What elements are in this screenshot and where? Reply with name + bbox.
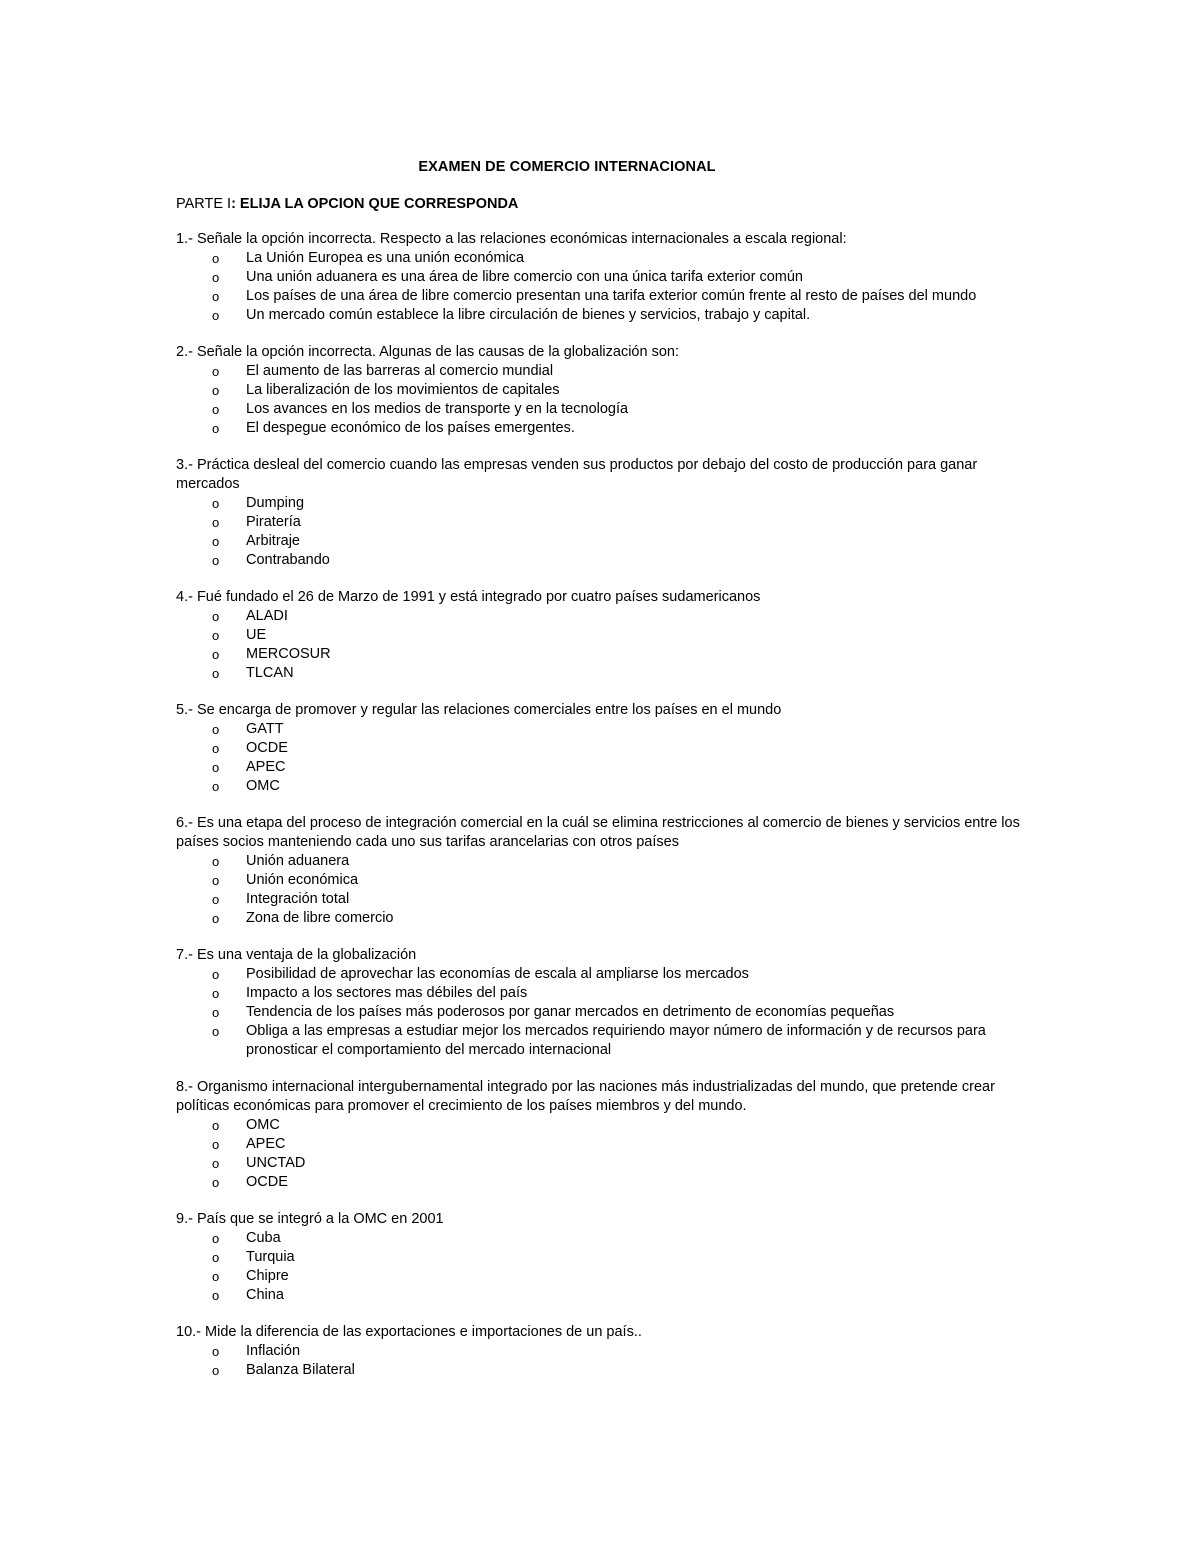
option-item xyxy=(176,249,1021,268)
option-item xyxy=(176,758,1021,777)
option-item xyxy=(176,400,1021,419)
option-text: TLCAN xyxy=(246,665,294,681)
option-text: APEC xyxy=(246,759,286,775)
option-text: MERCOSUR xyxy=(246,646,331,662)
option-text: ALADI xyxy=(246,608,288,624)
circle-bullet-icon: o xyxy=(212,722,220,737)
option-item xyxy=(176,1342,1021,1361)
option-item xyxy=(176,720,1021,739)
option-item xyxy=(176,852,1021,871)
option-text: Tendencia de los países más poderosos por ganar mercados en detrimento de economías pequeñas xyxy=(246,1004,895,1020)
circle-bullet-icon: o xyxy=(212,911,220,926)
option-text: Balanza Bilateral xyxy=(246,1362,355,1378)
circle-bullet-icon: o xyxy=(212,534,220,549)
option-item xyxy=(176,1173,1021,1192)
question-text: 2.- Señale la opción incorrecta. Algunas de las causas de la globalización son: xyxy=(176,344,679,360)
option-text: APEC xyxy=(246,1136,286,1152)
question-block xyxy=(176,1323,1036,1380)
option-item xyxy=(176,306,1021,325)
option-text: Posibilidad de aprovechar las economías de escala al ampliarse los mercados xyxy=(246,966,749,982)
option-item xyxy=(176,362,1021,381)
option-text: OMC xyxy=(246,1117,280,1133)
option-list xyxy=(176,362,1036,438)
option-list xyxy=(176,607,1036,683)
option-text: Impacto a los sectores mas débiles del país xyxy=(246,985,528,1001)
option-item xyxy=(176,739,1021,758)
circle-bullet-icon: o xyxy=(212,1156,220,1171)
circle-bullet-icon: o xyxy=(212,873,220,888)
circle-bullet-icon: o xyxy=(212,760,220,775)
option-text: Chipre xyxy=(246,1268,289,1284)
circle-bullet-icon: o xyxy=(212,553,220,568)
option-item xyxy=(176,1229,1021,1248)
part-prefix: PARTE I xyxy=(176,196,232,212)
option-item xyxy=(176,381,1021,400)
circle-bullet-icon: o xyxy=(212,308,220,323)
option-item xyxy=(176,1361,1021,1380)
question-block xyxy=(176,701,1036,796)
circle-bullet-icon: o xyxy=(212,289,220,304)
option-text: Cuba xyxy=(246,1230,281,1246)
circle-bullet-icon: o xyxy=(212,1269,220,1284)
option-list xyxy=(176,720,1036,796)
circle-bullet-icon: o xyxy=(212,402,220,417)
option-item xyxy=(176,1116,1021,1135)
circle-bullet-icon: o xyxy=(212,1024,220,1039)
option-text: El aumento de las barreras al comercio mundial xyxy=(246,363,554,379)
circle-bullet-icon: o xyxy=(212,270,220,285)
option-item xyxy=(176,909,1021,928)
option-text: Una unión aduanera es una área de libre comercio con una única tarifa exterior común xyxy=(246,269,803,285)
circle-bullet-icon: o xyxy=(212,496,220,511)
question-text: 4.- Fué fundado el 26 de Marzo de 1991 y está integrado por cuatro países sudamericanos xyxy=(176,589,761,605)
circle-bullet-icon: o xyxy=(212,1005,220,1020)
option-item xyxy=(176,551,1021,570)
option-text: Contrabando xyxy=(246,552,330,568)
option-text: China xyxy=(246,1287,284,1303)
option-item xyxy=(176,871,1021,890)
question-block xyxy=(176,343,1036,438)
circle-bullet-icon: o xyxy=(212,1344,220,1359)
part-heading xyxy=(176,195,518,214)
question-text: 6.- Es una etapa del proceso de integración comercial en la cuál se elimina restricciones al comercio de bienes y servicios entre los países socios manteniendo cada uno sus tarifas arancelarias con otros países xyxy=(176,815,1020,850)
question-block xyxy=(176,588,1036,683)
circle-bullet-icon: o xyxy=(212,1288,220,1303)
circle-bullet-icon: o xyxy=(212,1175,220,1190)
option-text: Zona de libre comercio xyxy=(246,910,394,926)
option-item xyxy=(176,532,1021,551)
circle-bullet-icon: o xyxy=(212,647,220,662)
circle-bullet-icon: o xyxy=(212,364,220,379)
question-text: 10.- Mide la diferencia de las exportaciones e importaciones de un país.. xyxy=(176,1324,642,1340)
option-text: OCDE xyxy=(246,740,288,756)
option-text: Los países de una área de libre comercio presentan una tarifa exterior común frente al resto de países del mundo xyxy=(246,288,977,304)
option-item xyxy=(176,664,1021,683)
question-block xyxy=(176,946,1036,1060)
option-text: GATT xyxy=(246,721,284,737)
option-text: Dumping xyxy=(246,495,305,511)
question-block xyxy=(176,1210,1036,1305)
question-text: 1.- Señale la opción incorrecta. Respecto a las relaciones económicas internacionales a escala regional: xyxy=(176,231,847,247)
question-block xyxy=(176,456,1036,570)
option-text: OMC xyxy=(246,778,280,794)
option-list xyxy=(176,852,1036,928)
option-text: OCDE xyxy=(246,1174,288,1190)
option-item xyxy=(176,1248,1021,1267)
option-text: Los avances en los medios de transporte y en la tecnología xyxy=(246,401,629,417)
option-list xyxy=(176,1342,1036,1380)
question-block xyxy=(176,230,1036,325)
part-label: : ELIJA LA OPCION QUE CORRESPONDA xyxy=(231,196,519,212)
circle-bullet-icon: o xyxy=(212,1137,220,1152)
option-item xyxy=(176,419,1021,438)
option-text: El despegue económico de los países emergentes. xyxy=(246,420,575,436)
question-list xyxy=(176,230,1036,1398)
question-text: 8.- Organismo internacional intergubernamental integrado por las naciones más industrializadas del mundo, que pretende crear políticas económicas para promover el crecimiento de los países miembros y del mundo. xyxy=(176,1079,995,1114)
option-item xyxy=(176,984,1021,1003)
option-item xyxy=(176,1267,1021,1286)
circle-bullet-icon: o xyxy=(212,892,220,907)
question-text: 9.- País que se integró a la OMC en 2001 xyxy=(176,1211,444,1227)
option-text: Arbitraje xyxy=(246,533,300,549)
circle-bullet-icon: o xyxy=(212,421,220,436)
option-text: Obliga a las empresas a estudiar mejor los mercados requiriendo mayor número de información y de recursos para pronosticar el comportamiento del mercado internacional xyxy=(246,1023,986,1058)
circle-bullet-icon: o xyxy=(212,251,220,266)
option-item xyxy=(176,494,1021,513)
question-text: 3.- Práctica desleal del comercio cuando las empresas venden sus productos por debajo del costo de producción para ganar mercados xyxy=(176,457,978,492)
option-list xyxy=(176,494,1036,570)
option-text: UNCTAD xyxy=(246,1155,306,1171)
option-text: Unión aduanera xyxy=(246,853,350,869)
option-text: Turquia xyxy=(246,1249,295,1265)
question-block xyxy=(176,1078,1036,1192)
circle-bullet-icon: o xyxy=(212,628,220,643)
option-text: Integración total xyxy=(246,891,350,907)
circle-bullet-icon: o xyxy=(212,515,220,530)
circle-bullet-icon: o xyxy=(212,779,220,794)
option-text: Un mercado común establece la libre circulación de bienes y servicios, trabajo y capital. xyxy=(246,307,811,323)
option-item xyxy=(176,645,1021,664)
option-item xyxy=(176,1154,1021,1173)
circle-bullet-icon: o xyxy=(212,1250,220,1265)
circle-bullet-icon: o xyxy=(212,609,220,624)
option-item xyxy=(176,777,1021,796)
question-text: 5.- Se encarga de promover y regular las relaciones comerciales entre los países en el mundo xyxy=(176,702,782,718)
option-list xyxy=(176,1229,1036,1305)
option-item xyxy=(176,1003,1021,1022)
option-item xyxy=(176,965,1021,984)
option-text: Piratería xyxy=(246,514,301,530)
option-item xyxy=(176,1286,1021,1305)
circle-bullet-icon: o xyxy=(212,1118,220,1133)
option-item xyxy=(176,513,1021,532)
option-item xyxy=(176,1135,1021,1154)
option-item xyxy=(176,607,1021,626)
question-text: 7.- Es una ventaja de la globalización xyxy=(176,947,417,963)
circle-bullet-icon: o xyxy=(212,741,220,756)
option-item xyxy=(176,626,1021,645)
option-list xyxy=(176,965,1036,1060)
option-item xyxy=(176,1022,1021,1060)
document-title: EXAMEN DE COMERCIO INTERNACIONAL xyxy=(418,159,716,175)
option-text: Unión económica xyxy=(246,872,359,888)
option-text: UE xyxy=(246,627,267,643)
circle-bullet-icon: o xyxy=(212,666,220,681)
circle-bullet-icon: o xyxy=(212,986,220,1001)
circle-bullet-icon: o xyxy=(212,1363,220,1378)
option-list xyxy=(176,249,1036,325)
option-text: La Unión Europea es una unión económica xyxy=(246,250,525,266)
option-text: La liberalización de los movimientos de capitales xyxy=(246,382,560,398)
circle-bullet-icon: o xyxy=(212,854,220,869)
option-text: Inflación xyxy=(246,1343,301,1359)
option-item xyxy=(176,268,1021,287)
circle-bullet-icon: o xyxy=(212,383,220,398)
option-item xyxy=(176,287,1021,306)
option-item xyxy=(176,890,1021,909)
option-list xyxy=(176,1116,1036,1192)
circle-bullet-icon: o xyxy=(212,1231,220,1246)
question-block xyxy=(176,814,1036,928)
circle-bullet-icon: o xyxy=(212,967,220,982)
